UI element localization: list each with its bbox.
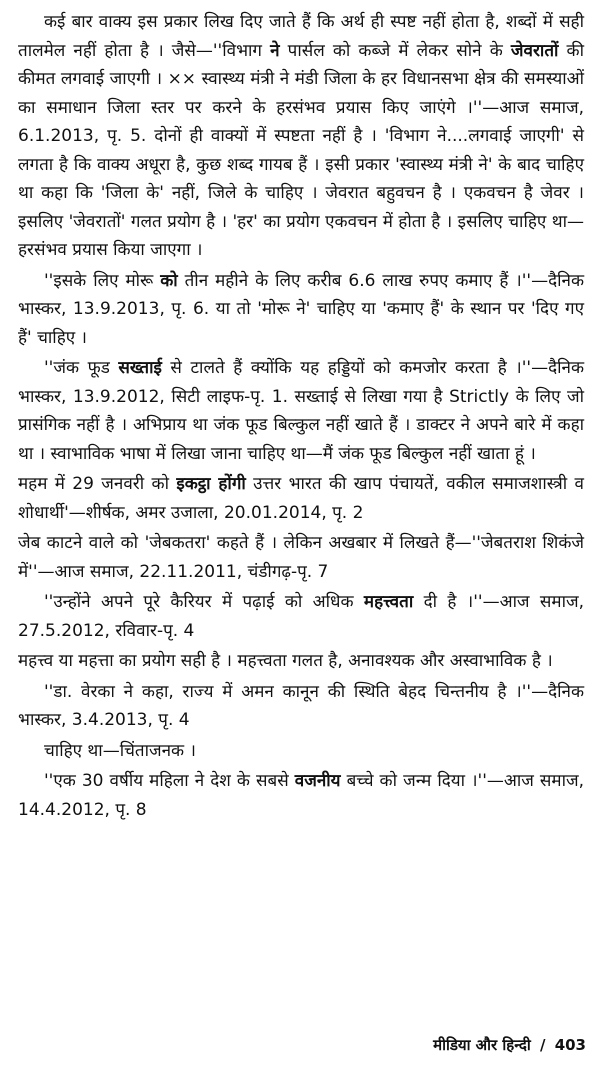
- paragraph: [18, 470, 584, 527]
- text-run: कई बार वाक्य इस प्रकार लिख दिए जाते हैं कि अर्थ ही स्पष्ट नहीं होता है, शब्दों में सही तालमेल नहीं होता है । जैसे—''विभाग: [18, 12, 584, 61]
- text-run: पार्सल को कब्जे में लेकर सोने के: [279, 40, 511, 61]
- paragraph: [18, 737, 584, 766]
- emphasized-word: ने: [270, 40, 280, 61]
- page-body: [18, 8, 584, 1058]
- paragraph: [18, 767, 584, 824]
- text-column: [18, 8, 584, 824]
- paragraph: [18, 588, 584, 645]
- text-run: से टालते हैं क्योंकि यह हड्डियों को कमजोर करता है ।''—दैनिक भास्कर, 13.9.2012, सिटी लाइफ-पृ. 1. सख्ताई से लिखा गया है Strictly के लिए जो प्रासंगिक नहीं है । अभिप्राय था जंक फूड बिल्कुल नहीं खाते हैं । डाक्टर ने अपने बारे में कहा था । स्वाभाविक भाषा में लिखा जाना चाहिए था—मैं जंक फूड बिल्कुल नहीं खाता हूं ।: [18, 358, 585, 464]
- text-run: महत्त्व या महत्ता का प्रयोग सही है । महत्त्वता गलत है, अनावश्यक और अस्वाभाविक है ।: [18, 651, 553, 671]
- page-number: 403: [554, 1036, 586, 1054]
- text-run: चाहिए था—चिंताजनक ।: [44, 740, 196, 761]
- text-run: ''उन्होंने अपने पूरे कैरियर में पढ़ाई को अधिक: [44, 592, 364, 612]
- emphasized-word: इकट्ठा होंगी: [176, 474, 246, 494]
- text-run: ''जंक फूड: [44, 358, 119, 378]
- emphasized-word: सख्ताई: [118, 358, 162, 378]
- emphasized-word: को: [160, 270, 178, 291]
- emphasized-word: वजनीय: [294, 771, 341, 791]
- book-title: मीडिया और हिन्दी: [433, 1036, 531, 1054]
- paragraph: [18, 678, 584, 735]
- paragraph: [18, 354, 584, 468]
- text-run: महम में 29 जनवरी को: [18, 474, 177, 494]
- text-run: ''डा. वेरका ने कहा, राज्य में अमन कानून की स्थिति बेहद चिन्तनीय है ।''—दैनिक भास्कर, 3.4.2013, पृ. 4: [18, 681, 584, 730]
- paragraph: [18, 647, 584, 676]
- text-run: की कीमत लगवाई जाएगी । ×× स्वास्थ्य मंत्री ने मंडी जिला के हर विधानसभा क्षेत्र की समस्याओं का समाधान जिला स्तर पर करने के हरसंभव प्रयास किए जाएंगे ।''—आज समाज, 6.1.2013, पृ. 5. दोनों ही वाक्यों में स्पष्टता नहीं है । 'विभाग ने....लगवाई जाएगी' से लगता है कि वाक्य अधूरा है, कुछ शब्द गायब हैं । इसी प्रकार 'स्वास्थ्य मंत्री ने' के बाद चाहिए था कहा कि 'जिला के' नहीं, जिले के चाहिए । जेवरात बहुवचन है । एकवचन है जेवर । इसलिए 'जेवरातों' गलत प्रयोग है । 'हर' का प्रयोग एकवचन में होता है । इसलिए चाहिए था—हरसंभव प्रयास किया जाएगा ।: [18, 40, 584, 260]
- text-run: उत्तर भारत की खाप पंचायतें, वकील समाजशास्त्री व शोधार्थी'—शीर्षक, अमर उजाला, 20.01.2014, पृ. 2: [18, 474, 584, 523]
- running-footer: [433, 1035, 586, 1055]
- paragraph: [18, 267, 584, 353]
- text-run: जेब काटने वाले को 'जेबकतरा' कहते हैं । लेकिन अखबार में लिखते हैं—''जेबतराश शिकंजे में''—आज समाज, 22.11.2011, चंडीगढ़-पृ. 7: [18, 533, 584, 582]
- text-run: दी है ।''—आज समाज, 27.5.2012, रविवार-पृ. 4: [18, 592, 584, 641]
- text-run: तीन महीने के लिए करीब 6.6 लाख रुपए कमाए हैं ।''—दैनिक भास्कर, 13.9.2013, पृ. 6. या तो 'मोरू ने' चाहिए या 'कमाए हैं' के स्थान पर 'दिए गए हैं' चाहिए ।: [18, 270, 585, 348]
- text-run: ''इसके लिए मोरू: [44, 270, 161, 291]
- text-run: बच्चे को जन्म दिया ।''—आज समाज, 14.4.2012, पृ. 8: [18, 771, 584, 820]
- emphasized-word: महत्त्वता: [363, 592, 414, 612]
- emphasized-word: जेवरातों: [510, 40, 559, 61]
- paragraph: [18, 8, 584, 265]
- text-run: ''एक 30 वर्षीय महिला ने देश के सबसे: [44, 771, 295, 791]
- footer-separator: /: [539, 1036, 546, 1054]
- paragraph: [18, 529, 584, 586]
